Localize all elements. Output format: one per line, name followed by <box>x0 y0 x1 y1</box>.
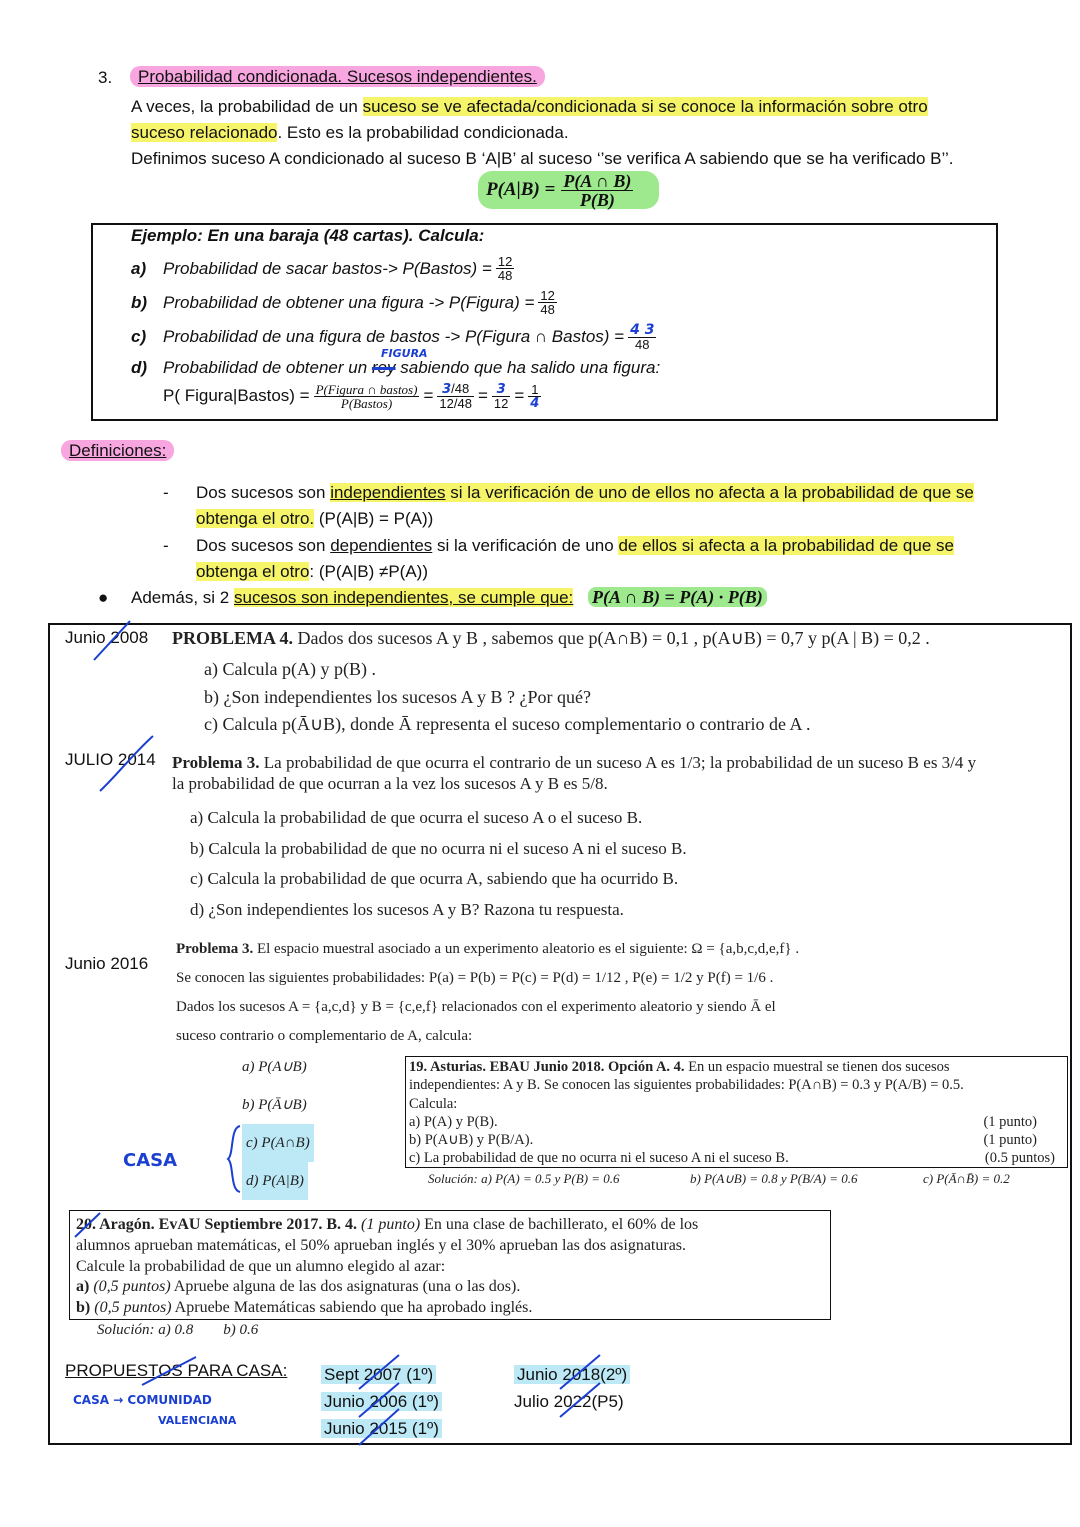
problem-junio-2008 <box>172 628 930 649</box>
definitions-title: Definiciones: <box>61 440 174 461</box>
item-a-label: a) <box>76 1278 90 1296</box>
handwritten-cross-out <box>92 618 132 663</box>
calc-num-2-hand: 3 <box>442 382 452 397</box>
problem-item-a: a) Calcula la probabilidad de que ocurra el suceso A o el suceso B. <box>190 808 643 827</box>
problem-julio-2014-items <box>190 803 687 925</box>
def1-keyword: independientes <box>330 483 446 502</box>
problem-item-b: b) ¿Son independientes los sucesos A y B ? ¿Por qué? <box>204 686 591 707</box>
proposed-item: Junio 2006 (1º) <box>321 1392 442 1411</box>
example-item-d <box>131 358 660 378</box>
solution-a: Solución: a) P(A) = 0.5 y P(B) = 0.6 <box>428 1171 620 1186</box>
formula-fraction <box>561 172 633 209</box>
calc-fraction-2 <box>437 382 474 410</box>
problem-item-c: c) Calcula p(Ā∪B), donde Ā representa el suceso complementario o contrario de A . <box>204 714 811 734</box>
def2-text-c: si la verificación de uno <box>432 536 619 555</box>
problem-item-a: a) P(A∪B) <box>242 1059 307 1075</box>
item-a-points: (0,5 puntos) <box>89 1278 171 1296</box>
handwritten-valenciana: VALENCIANA <box>158 1414 237 1427</box>
problem-item-b: b) P(A∪B) y P(B/A). <box>409 1132 534 1149</box>
problem-statement-1: El espacio muestral asociado a un experimento aleatorio es el siguiente: Ω = {a,b,c,d,e,f} . <box>253 941 800 957</box>
formula-left: P(A|B) = <box>486 179 556 200</box>
calc-num-4: 1 <box>528 383 541 397</box>
problem-statement-3: Calcula: <box>409 1095 458 1112</box>
formula-numerator: P(A ∩ B) <box>563 170 632 191</box>
property-text-a: Además, si 2 <box>131 588 234 607</box>
problem-points: (1 punto) <box>357 1216 421 1233</box>
calc-fraction-1 <box>314 383 420 410</box>
item-a-text: Probabilidad de sacar bastos-> P(Bastos) = <box>163 258 492 278</box>
def2-text-a: Dos sucesos son <box>196 536 331 555</box>
item-d-label: d) <box>131 358 148 377</box>
exam-label-julio-2014: JULIO 2014 <box>65 750 156 769</box>
item-c-num-handwritten: 4 3 <box>630 322 655 338</box>
points-c: (0.5 puntos) <box>984 1150 1055 1167</box>
section-title-highlight <box>122 66 553 88</box>
intro-text-1: A veces, la probabilidad de un <box>131 97 363 116</box>
item-b-label: b) <box>76 1299 91 1317</box>
handwritten-cross-out <box>72 1210 104 1240</box>
calc-left: P( Figura|Bastos) = <box>163 386 310 405</box>
problem-statement-3: Dados los sucesos A = {a,c,d} y B = {c,e,f} relacionados con el experimento aleatorio y siendo Ā el <box>176 999 776 1015</box>
problem-title: 20. Aragón. EvAU Septiembre 2017. B. 4. <box>76 1216 358 1233</box>
dash-bullet: - <box>163 483 169 502</box>
item-c-label: c) <box>131 327 147 346</box>
example-item-b <box>131 289 557 316</box>
problem-junio-2016 <box>176 935 916 1051</box>
def1-text-c: si la verificación de <box>445 483 599 502</box>
equals-sign: = <box>477 386 488 405</box>
def2-keyword: dependientes <box>330 536 433 555</box>
bullet-dot: ● <box>98 588 109 607</box>
def1-formula: (P(A|B) = P(A)) <box>314 509 434 528</box>
problem-statement-2: alumnos aprueban matemáticas, el 50% aprueban inglés y el 30% aprueban las dos asignaturas. <box>76 1236 687 1254</box>
item-b-num: 12 <box>540 288 555 303</box>
definition-dependent <box>163 533 1043 585</box>
property-formula: P(A ∩ B) = P(A) · P(B) <box>588 587 767 607</box>
handwritten-cross-outs <box>556 1353 606 1419</box>
property-text-b: sucesos son independientes, se cumple que: <box>234 588 574 607</box>
problem-statement-4: suceso contrario o complementario de A, calcula: <box>176 1028 473 1044</box>
definition-independent <box>163 480 1043 532</box>
handwritten-cross-out <box>140 1355 200 1387</box>
item-a-den: 48 <box>497 268 513 283</box>
points-b: (1 punto) <box>983 1132 1037 1149</box>
formula-denominator: P(B) <box>579 189 615 210</box>
independence-property <box>98 586 767 609</box>
def2-text-e: obtenga el otro <box>196 562 310 581</box>
aragon-solution: Solución: a) 0.8 b) 0.6 <box>97 1322 259 1338</box>
example-header-text: Ejemplo: En una baraja (48 cartas). Calcula: <box>131 226 485 245</box>
proposed-item: Sept 2007 (1º) <box>321 1365 436 1384</box>
problem-julio-2014 <box>172 752 976 794</box>
item-d-text-post: sabiendo que ha salido una figura: <box>395 358 661 377</box>
item-b-den: 48 <box>540 302 555 317</box>
definitions-heading <box>55 440 180 462</box>
problem-statement-1: La probabilidad de que ocurra el contrario de un suceso A es 1/3; la probabilidad de un suceso B es 3/4 y <box>259 753 977 772</box>
item-c-text: Probabilidad de una figura de bastos -> P(Figura ∩ Bastos) = <box>163 327 625 346</box>
problem-item-a: a) P(A) y P(B). <box>409 1113 498 1130</box>
handwritten-cross-out <box>98 734 158 794</box>
def2-formula: : (P(A|B) ≠P(A)) <box>309 562 428 581</box>
problem-item-b: b) Calcula la probabilidad de que no ocurra ni el suceso A ni el suceso B. <box>190 838 687 858</box>
points-a: (1 punto) <box>983 1113 1037 1130</box>
problem-statement-1: En un espacio muestral se tienen dos sucesos <box>684 1059 950 1075</box>
calc-fraction-4 <box>528 383 541 410</box>
problem-item-d: d) ¿Son independientes los sucesos A y B? Razona tu respuesta. <box>190 899 624 919</box>
problem-junio-2016-items <box>242 1048 314 1200</box>
handwritten-casa-comunidad: CASA → COMUNIDAD <box>73 1393 212 1407</box>
problem-title: Problema 3. <box>172 753 260 772</box>
problem-item-c: c) La probabilidad de que no ocurra ni el suceso A ni el suceso B. <box>409 1150 789 1167</box>
handwritten-brace <box>226 1124 244 1194</box>
example-header <box>131 226 484 246</box>
def1-text-e: obtenga el otro. <box>196 509 315 528</box>
problem-item-a: Apruebe alguna de las dos asignaturas (una o las dos). <box>170 1278 521 1296</box>
intro-paragraph <box>131 94 1031 172</box>
definition-line: Definimos suceso A condicionado al suceso B ‘A|B’ al suceso ‘’se verifica A sabiendo que se ha verificado B’’. <box>131 149 954 168</box>
calc-num-3-hand: 3 <box>492 383 510 397</box>
dash-bullet: - <box>163 536 169 555</box>
item-a-label: a) <box>131 258 147 278</box>
item-b-points: (0,5 puntos) <box>90 1299 172 1317</box>
section-title: Probabilidad condicionada. Sucesos independientes. <box>130 66 545 87</box>
calc-den-1: P(Bastos) <box>340 395 393 411</box>
intro-text-4: . Esto es la probabilidad condicionada. <box>277 123 569 142</box>
proposed-item: Junio 2015 (1º) <box>321 1419 442 1438</box>
proposed-item: Julio 2022(P5) <box>514 1392 624 1411</box>
problem-item-b: b) P(Ā∪B) <box>242 1097 307 1113</box>
problem-statement-1: En una clase de bachillerato, el 60% de los <box>420 1216 699 1233</box>
def1-text-d: uno de ellos no afecta a la probabilidad de que se <box>598 483 974 502</box>
intro-text-2: suceso se ve afectada/condicionada si se conoce la información sobre otro <box>362 97 928 116</box>
equals-sign: = <box>423 386 434 405</box>
section-number: 3. <box>98 68 113 87</box>
equals-sign: = <box>514 386 525 405</box>
def2-text-d: de ellos si afecta a la probabilidad de que se <box>618 536 954 555</box>
problem-title: PROBLEMA 4. <box>172 628 294 648</box>
problem-item-c: c) P(A∩B) <box>242 1124 314 1162</box>
problem-statement-2: la probabilidad de que ocurran a la vez los sucesos A y B es 5/8. <box>172 774 608 793</box>
calc-fraction-3 <box>492 383 510 410</box>
solution-b: b) P(A∪B) = 0.8 y P(B/A) = 0.6 <box>690 1171 858 1186</box>
asturias-solution <box>428 1171 1028 1187</box>
problem-asturias <box>409 1058 1065 1168</box>
item-d-text-pre: Probabilidad de obtener un <box>163 358 372 377</box>
calc-num-2: /48 <box>451 381 470 396</box>
problem-statement-3: Calcule la probabilidad de que un alumno elegido al azar: <box>76 1257 446 1275</box>
problem-title: Problema 3. <box>176 941 254 957</box>
problem-statement-2: Se conocen las siguientes probabilidades: P(a) = P(b) = P(c) = P(d) = 1/12 , P(e) = 1/2 y P(f) = 1/6 . <box>176 970 774 986</box>
problem-item-b: Apruebe Matemáticas sabiendo que ha aprobado inglés. <box>171 1299 533 1317</box>
problem-statement-2: independientes: A y B. Se conocen las siguientes probabilidades: P(A∩B) = 0.3 y P(A/B) = 0.5. <box>409 1077 964 1094</box>
example-item-a <box>131 255 514 282</box>
item-b-text: Probabilidad de obtener una figura -> P(Figura) = <box>163 292 535 312</box>
item-d-struck-word: rey <box>371 358 396 377</box>
calc-den-2: 12/48 <box>439 396 472 411</box>
calc-den-4-hand: 4 <box>530 395 540 411</box>
exam-label-junio-2008: Junio 2008 <box>65 628 149 647</box>
handwritten-casa: CASA <box>123 1150 178 1171</box>
item-a-fraction <box>496 255 514 282</box>
problem-aragon <box>76 1215 826 1319</box>
calc-num-1: P(Figura ∩ bastos) <box>315 381 418 397</box>
proposed-title: PROPUESTOS PARA CASA: <box>65 1361 288 1380</box>
handwritten-cross-outs <box>355 1353 405 1448</box>
problem-item-c: c) Calcula la probabilidad de que ocurra A, sabiendo que ha ocurrido B. <box>190 869 679 888</box>
item-b-fraction <box>538 289 556 316</box>
problem-item-a: a) Calcula p(A) y p(B) . <box>204 659 376 679</box>
solution-c: c) P(Ā∩B̄) = 0.2 <box>923 1171 1010 1186</box>
problem-title: 19. Asturias. EBAU Junio 2018. Opción A. 4. <box>409 1059 685 1075</box>
conditional-formula <box>478 171 659 209</box>
def1-text-a: Dos sucesos son <box>196 483 331 502</box>
proposed-item: Junio 2018(2º) <box>514 1365 630 1384</box>
problem-junio-2008-items <box>204 656 810 739</box>
calc-den-3: 12 <box>493 395 509 411</box>
item-b-label: b) <box>131 292 148 312</box>
intro-text-3: suceso relacionado <box>131 123 278 142</box>
problem-statement: Dados dos sucesos A y B , sabemos que p(A∩B) = 0,1 , p(A∪B) = 0,7 y p(A | B) = 0,2 . <box>293 628 930 648</box>
item-a-num: 12 <box>497 254 513 269</box>
conditional-calculation <box>163 382 541 410</box>
problem-item-d: d) P(A|B) <box>242 1162 308 1200</box>
exam-label-junio-2016: Junio 2016 <box>65 954 149 973</box>
item-c-fraction <box>628 323 656 351</box>
item-c-den: 48 <box>635 337 650 352</box>
handwritten-figura: FIGURA <box>381 347 428 360</box>
